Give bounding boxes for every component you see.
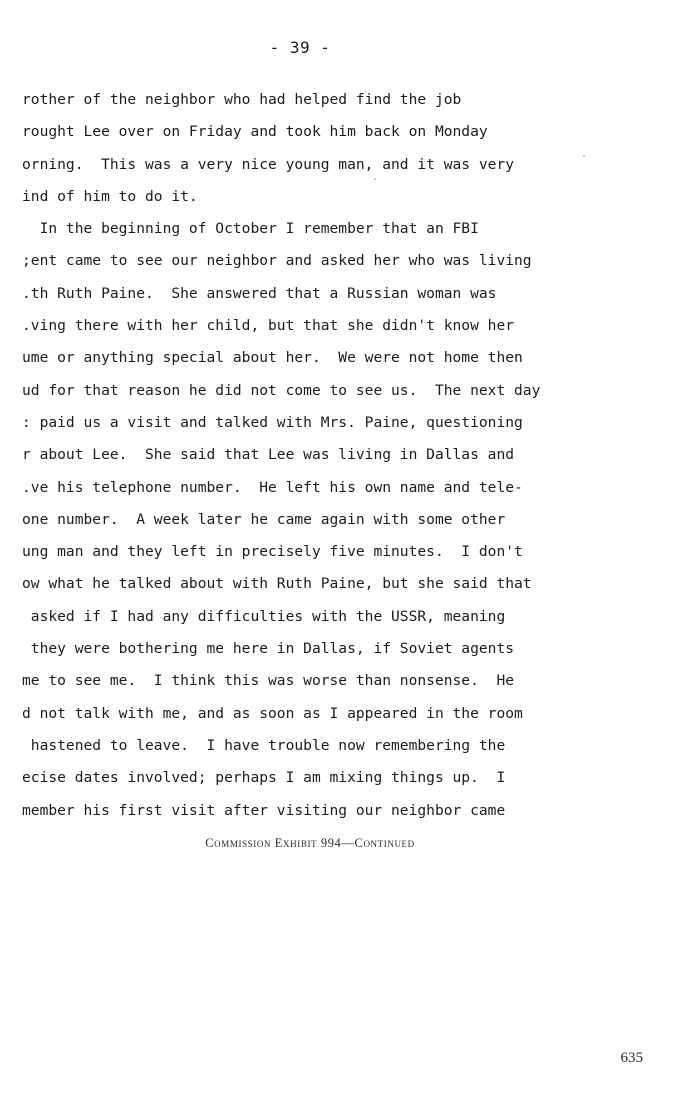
text-line: ow what he talked about with Ruth Paine, but she said that bbox=[22, 575, 532, 593]
text-line: rother of the neighbor who had helped find the job bbox=[22, 91, 462, 108]
text-line: .ve his telephone number. He left his own name and tele- bbox=[22, 478, 523, 496]
text-line: r about Lee. She said that Lee was living in Dallas and bbox=[22, 446, 515, 464]
text-line: ;ent came to see our neighbor and asked her who was living bbox=[22, 252, 532, 270]
page-marker: - 39 - bbox=[269, 38, 331, 57]
text-line: rought Lee over on Friday and took him back on Monday bbox=[22, 123, 488, 141]
text-line: ud for that reason he did not come to see us. The next day bbox=[22, 381, 541, 399]
text-line: : paid us a visit and talked with Mrs. Paine, questioning bbox=[22, 413, 523, 431]
folio-page-number: 635 bbox=[620, 1050, 643, 1066]
text-line: orning. This was a very nice young man, and it was very bbox=[22, 155, 515, 173]
text-line: ung man and they left in precisely five minutes. I don't bbox=[22, 543, 523, 561]
body-text bbox=[22, 84, 662, 827]
text-line: ecise dates involved; perhaps I am mixing things up. I bbox=[22, 769, 506, 787]
text-line: In the beginning of October I remember that an FBI bbox=[22, 220, 479, 238]
text-line: hastened to leave. I have trouble now remembering the bbox=[22, 736, 506, 754]
scan-speck bbox=[374, 178, 376, 180]
text-line: asked if I had any difficulties with the USSR, meaning bbox=[22, 607, 506, 625]
text-line: one number. A week later he came again with some other bbox=[22, 510, 506, 528]
text-line: d not talk with me, and as soon as I appeared in the room bbox=[22, 704, 523, 722]
text-line: ind of him to do it. bbox=[22, 187, 198, 205]
text-line: me to see me. I think this was worse than nonsense. He bbox=[22, 672, 515, 690]
text-line: they were bothering me here in Dallas, if Soviet agents bbox=[22, 640, 515, 658]
text-line: .th Ruth Paine. She answered that a Russian woman was bbox=[22, 284, 497, 302]
text-line: member his first visit after visiting our neighbor came bbox=[22, 801, 506, 819]
text-line: .ving there with her child, but that she didn't know her bbox=[22, 317, 515, 335]
exhibit-caption: Commission Exhibit 994—Continued bbox=[205, 836, 415, 850]
scan-speck bbox=[583, 155, 585, 157]
text-line: ume or anything special about her. We were not home then bbox=[22, 349, 523, 367]
